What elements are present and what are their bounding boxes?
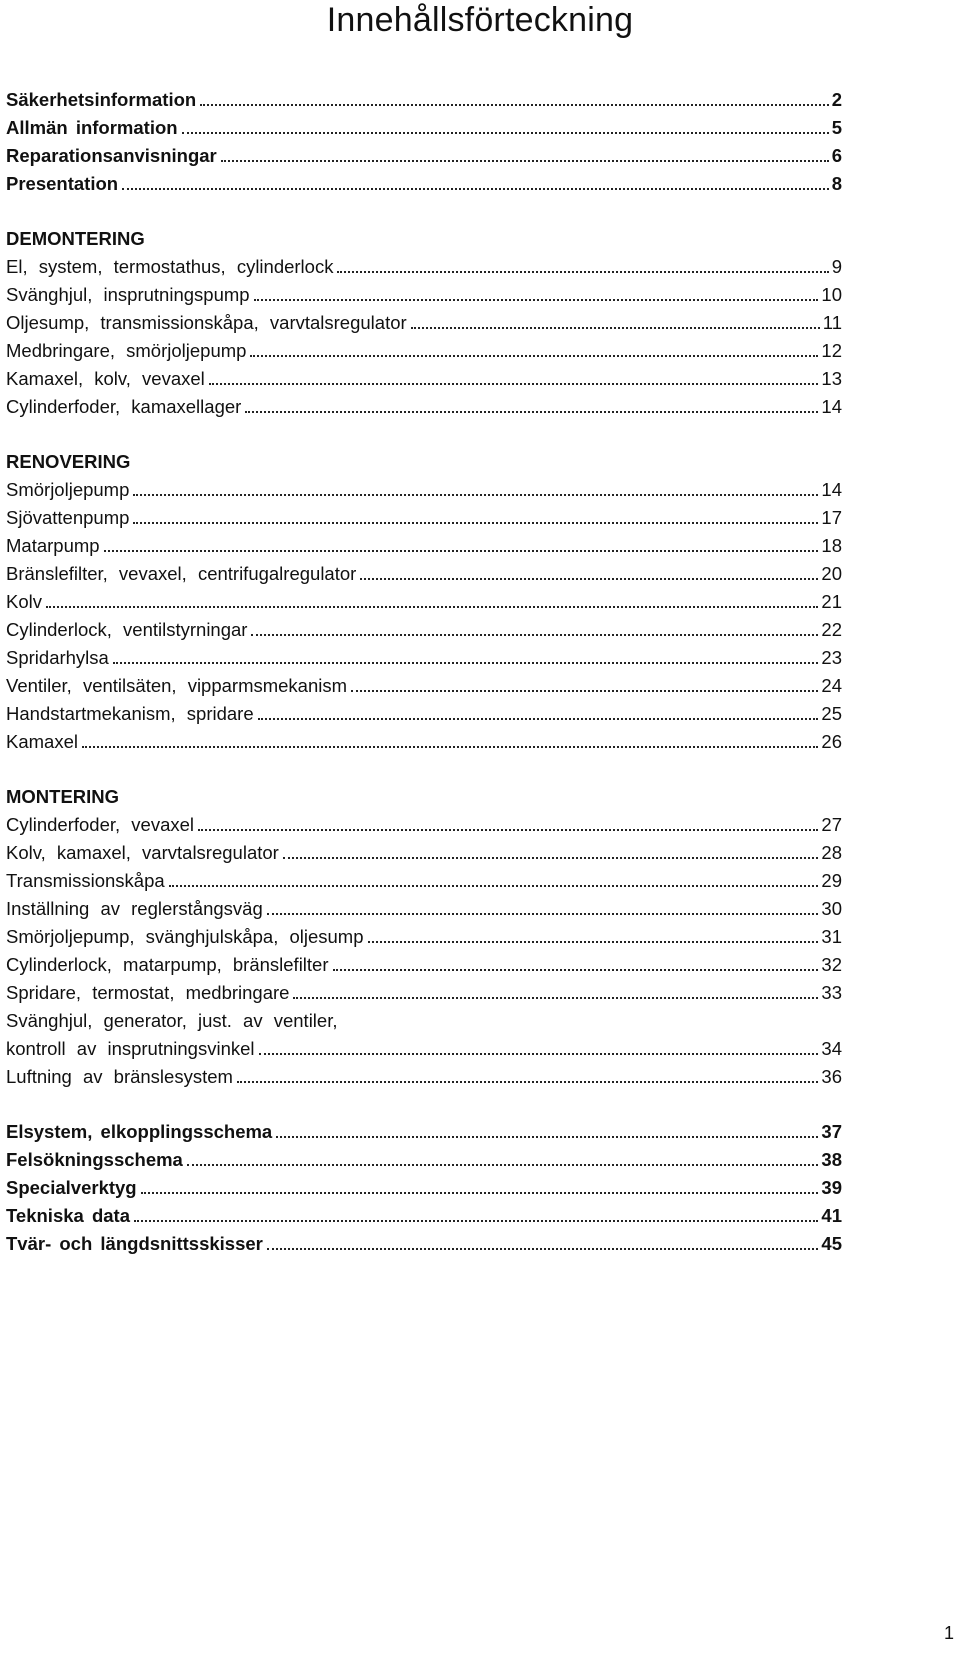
- dot-leader: [276, 1136, 818, 1138]
- dot-leader: [293, 997, 818, 999]
- toc-entry-label: Kamaxel, kolv, vevaxel: [6, 368, 205, 389]
- dot-leader: [267, 1248, 819, 1250]
- toc-entry[interactable]: [6, 672, 842, 700]
- toc-entry-page: 8: [831, 173, 842, 194]
- toc-entry-page: 34: [821, 1038, 842, 1059]
- table-of-contents: [6, 86, 842, 1258]
- toc-entry-page: 37: [821, 1121, 842, 1142]
- section-spacer: [6, 198, 842, 225]
- toc-entry-label: Cylinderfoder, vevaxel: [6, 814, 195, 835]
- toc-entry[interactable]: [6, 923, 842, 951]
- toc-entry-page: 10: [821, 284, 842, 305]
- toc-entry-page: 28: [821, 842, 842, 863]
- toc-entry[interactable]: [6, 365, 842, 393]
- page-number: 1: [943, 1623, 954, 1643]
- toc-entry[interactable]: [6, 393, 842, 421]
- dot-leader: [187, 1164, 819, 1166]
- toc-entry-page: 41: [821, 1205, 842, 1226]
- toc-entry-page: 36: [821, 1066, 842, 1087]
- toc-entry-label: Spridarhylsa: [6, 647, 109, 668]
- dot-leader: [46, 606, 818, 608]
- dot-leader: [134, 1220, 818, 1222]
- toc-entry-page: 22: [821, 619, 842, 640]
- dot-leader: [182, 132, 829, 134]
- toc-entry-label: Oljesump, transmissionskåpa, varvtalsregulator: [6, 312, 407, 333]
- toc-entry[interactable]: [6, 895, 842, 923]
- dot-leader: [82, 746, 818, 748]
- dot-leader: [209, 383, 819, 385]
- toc-entry-label: Cylinderfoder, kamaxellager: [6, 396, 242, 417]
- dot-leader: [267, 913, 819, 915]
- toc-entry[interactable]: [6, 170, 842, 198]
- dot-leader: [254, 299, 819, 301]
- toc-entry[interactable]: [6, 337, 842, 365]
- dot-leader: [337, 271, 828, 273]
- dot-leader: [333, 969, 819, 971]
- toc-entry-label: Presentation: [6, 173, 119, 194]
- dot-leader: [113, 662, 819, 664]
- toc-entry-label: Ventiler, ventilsäten, vipparmsmekanism: [6, 675, 348, 696]
- toc-entry[interactable]: [6, 728, 842, 756]
- toc-entry[interactable]: [6, 1146, 842, 1174]
- toc-entry-label: Smörjoljepump: [6, 479, 130, 500]
- toc-entry-label: Cylinderlock, matarpump, bränslefilter: [6, 954, 329, 975]
- toc-entry-page: 2: [831, 89, 842, 110]
- toc-entry[interactable]: [6, 1035, 842, 1063]
- toc-entry-label: Medbringare, smörjoljepump: [6, 340, 247, 361]
- toc-entry-label: Spridare, termostat, medbringare: [6, 982, 290, 1003]
- toc-entry-label: Handstartmekanism, spridare: [6, 703, 254, 724]
- dot-leader: [169, 885, 819, 887]
- toc-entry[interactable]: [6, 532, 842, 560]
- toc-entry[interactable]: [6, 951, 842, 979]
- toc-entry-label: Säkerhetsinformation: [6, 89, 197, 110]
- dot-leader: [368, 941, 819, 943]
- toc-entry[interactable]: [6, 867, 842, 895]
- dot-leader: [360, 578, 818, 580]
- toc-entry-page: 14: [821, 396, 842, 417]
- toc-entry-label: Svänghjul, insprutningspump: [6, 284, 250, 305]
- toc-entry[interactable]: [6, 142, 842, 170]
- section-spacer: [6, 756, 842, 783]
- toc-entry[interactable]: [6, 588, 842, 616]
- toc-entry-label: Kolv: [6, 591, 42, 612]
- section-heading-montering: MONTERING: [6, 786, 120, 807]
- section-spacer: [6, 1091, 842, 1118]
- toc-entry-page: 14: [821, 479, 842, 500]
- toc-entry-label: Cylinderlock, ventilstyrningar: [6, 619, 248, 640]
- toc-entry-label: Tekniska data: [6, 1205, 130, 1226]
- toc-entry-label: El, system, termostathus, cylinderlock: [6, 256, 334, 277]
- page-title: Innehållsförteckning: [326, 1, 634, 39]
- toc-entry-label: Tvär- och längdsnittsskisser: [6, 1233, 263, 1254]
- dot-leader: [351, 690, 818, 692]
- toc-entry[interactable]: [6, 253, 842, 281]
- toc-entry-page: 45: [821, 1233, 842, 1254]
- toc-entry[interactable]: [6, 1202, 842, 1230]
- dot-leader: [104, 550, 819, 552]
- toc-entry-label: kontroll av insprutningsvinkel: [6, 1038, 255, 1059]
- toc-entry-label: Bränslefilter, vevaxel, centrifugalregulator: [6, 563, 357, 584]
- toc-entry-label: Elsystem, elkopplingsschema: [6, 1121, 273, 1142]
- dot-leader: [221, 160, 829, 162]
- dot-leader: [250, 355, 818, 357]
- dot-leader: [237, 1081, 819, 1083]
- toc-entry-page: 5: [831, 117, 842, 138]
- toc-entry-page: 6: [831, 145, 842, 166]
- toc-entry[interactable]: [6, 700, 842, 728]
- toc-entry[interactable]: [6, 644, 842, 672]
- toc-entry[interactable]: [6, 1063, 842, 1091]
- toc-entry-page: 11: [822, 312, 842, 333]
- toc-entry-page: 20: [821, 563, 842, 584]
- toc-entry-label: Transmissionskåpa: [6, 870, 165, 891]
- toc-entry-label: Inställning av reglerstångsväg: [6, 898, 263, 919]
- toc-entry[interactable]: [6, 1118, 842, 1146]
- toc-entry-label: Allmän information: [6, 117, 178, 138]
- toc-entry-page: 26: [821, 731, 842, 752]
- toc-entry-page: 23: [821, 647, 842, 668]
- dot-leader: [258, 718, 819, 720]
- dot-leader: [259, 1053, 819, 1055]
- toc-entry-label: Luftning av bränslesystem: [6, 1066, 233, 1087]
- toc-entry[interactable]: [6, 560, 842, 588]
- toc-entry-label: Reparationsanvisningar: [6, 145, 217, 166]
- toc-entry-page: 24: [821, 675, 842, 696]
- toc-entry-label: Kamaxel: [6, 731, 78, 752]
- toc-entry-label: Sjövattenpump: [6, 507, 130, 528]
- toc-entry[interactable]: [6, 309, 842, 337]
- dot-leader: [245, 411, 818, 413]
- toc-entry[interactable]: [6, 616, 842, 644]
- section-heading-demontering: DEMONTERING: [6, 228, 145, 249]
- toc-entry-label: Specialverktyg: [6, 1177, 137, 1198]
- toc-entry-page: 21: [821, 591, 842, 612]
- toc-entry[interactable]: [6, 1230, 842, 1258]
- toc-entry-page: 29: [821, 870, 842, 891]
- toc-entry-label: Matarpump: [6, 535, 100, 556]
- dot-leader: [122, 188, 829, 190]
- toc-entry-page: 32: [821, 954, 842, 975]
- toc-entry-page: 27: [821, 814, 842, 835]
- toc-entry-page: 39: [821, 1177, 842, 1198]
- toc-entry[interactable]: [6, 281, 842, 309]
- dot-leader: [198, 829, 818, 831]
- toc-entry-page: 13: [821, 368, 842, 389]
- dot-leader: [133, 522, 818, 524]
- dot-leader: [141, 1192, 819, 1194]
- toc-entry[interactable]: [6, 114, 842, 142]
- dot-leader: [283, 857, 819, 859]
- toc-entry[interactable]: [6, 504, 842, 532]
- toc-entry-page: 9: [831, 256, 842, 277]
- toc-entry-page: 18: [821, 535, 842, 556]
- toc-entry[interactable]: [6, 979, 842, 1007]
- toc-entry-page: 17: [821, 507, 842, 528]
- toc-entry[interactable]: [6, 1174, 842, 1202]
- toc-entry-label: Kolv, kamaxel, varvtalsregulator: [6, 842, 279, 863]
- section-heading-renovering: RENOVERING: [6, 451, 131, 472]
- toc-entry[interactable]: [6, 811, 842, 839]
- dot-leader: [251, 634, 818, 636]
- toc-entry-page: 12: [821, 340, 842, 361]
- toc-entry-page: 33: [821, 982, 842, 1003]
- toc-entry-label: Svänghjul, generator, just. av ventiler,: [6, 1010, 338, 1031]
- toc-entry-page: 31: [821, 926, 842, 947]
- dot-leader: [411, 327, 820, 329]
- toc-entry-label: Smörjoljepump, svänghjulskåpa, oljesump: [6, 926, 364, 947]
- toc-entry[interactable]: [6, 86, 842, 114]
- dot-leader: [200, 104, 829, 106]
- toc-entry-line[interactable]: [6, 1007, 842, 1035]
- dot-leader: [133, 494, 818, 496]
- toc-entry-label: Felsökningsschema: [6, 1149, 183, 1170]
- toc-entry-page: 30: [821, 898, 842, 919]
- toc-entry[interactable]: [6, 476, 842, 504]
- toc-entry-page: 38: [821, 1149, 842, 1170]
- section-spacer: [6, 421, 842, 448]
- toc-entry-page: 25: [821, 703, 842, 724]
- toc-entry[interactable]: [6, 839, 842, 867]
